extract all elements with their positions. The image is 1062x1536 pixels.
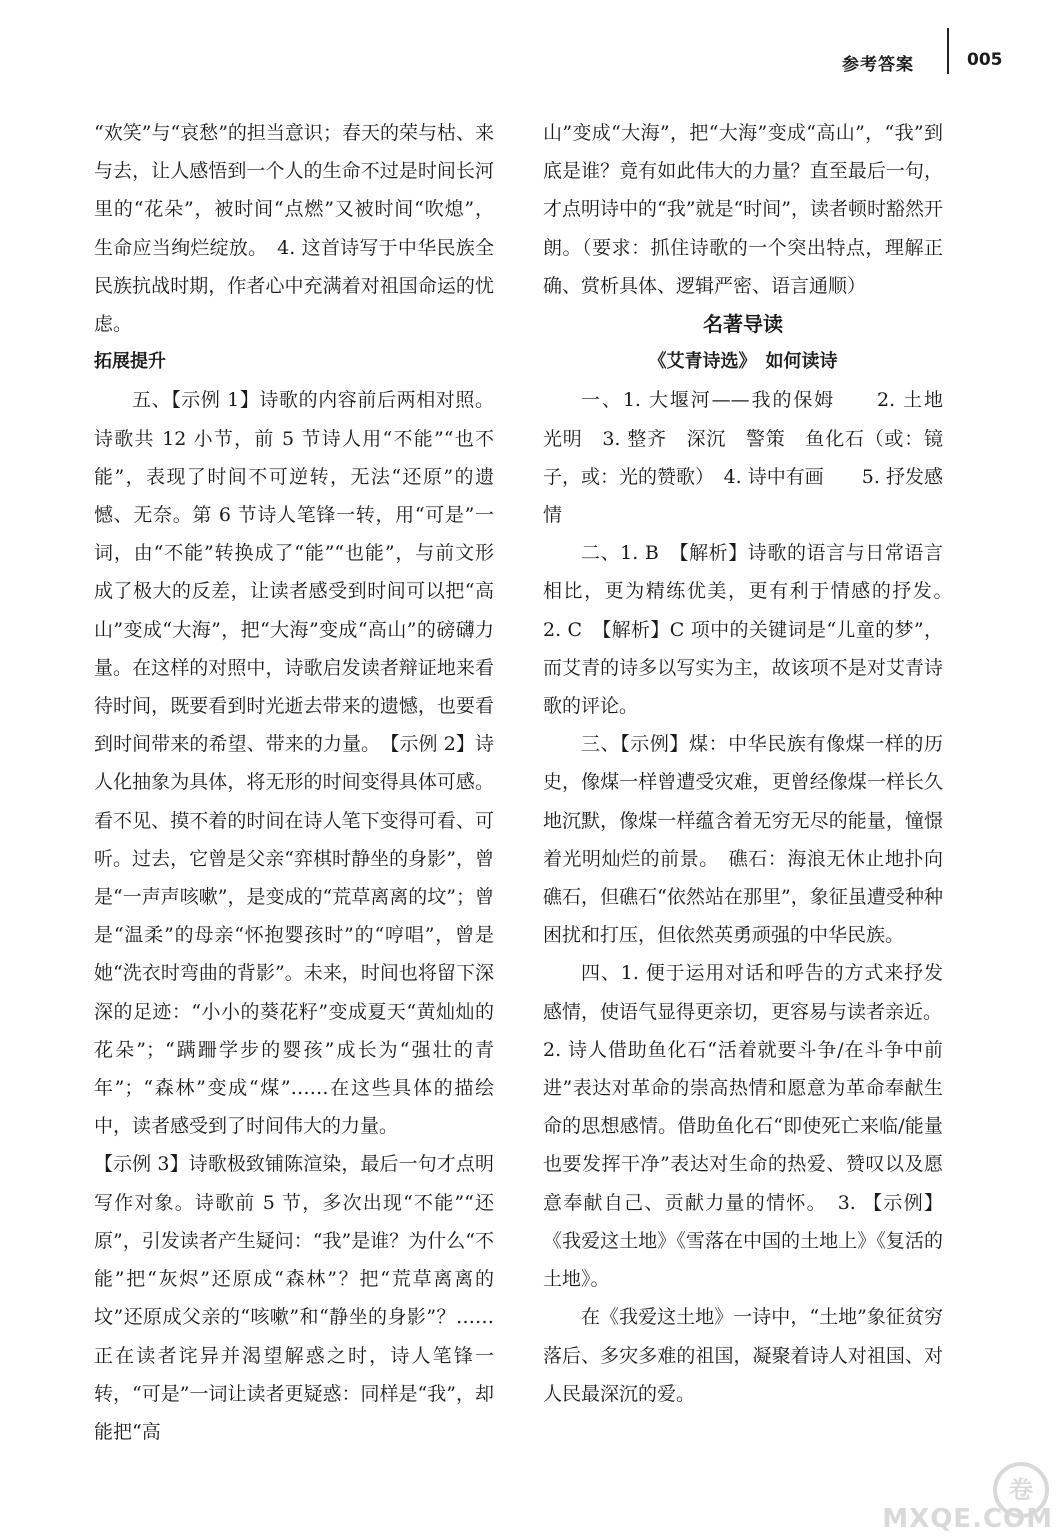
answer-paragraph: 在《我爱这土地》一诗中，“土地”象征贫穷落后、多灾多难的祖国，凝聚着诗人对祖国、对人民最深沉的爱。 [543, 1306, 943, 1405]
right-column [543, 114, 963, 1413]
watermark [882, 1462, 1055, 1534]
answer-paragraph: 三、【示例】煤：中华民族有像煤一样的历史，像煤一样曾遭受灾难，更曾经像煤一样长久地沉默，像煤一样蕴含着无穷无尽的能量，憧憬着光明灿烂的前景。 礁石：海浪无休止地扑向礁石，但礁石“依然站在那里”，象征虽遭受种种困扰和打压，但依然英勇顽强的中华民族。 [543, 733, 943, 947]
header-divider [947, 28, 949, 74]
answer-paragraph: “欢笑”与“哀愁”的担当意识；春天的荣与枯、来与去，让人感悟到一个人的生命不过是时间长河里的“花朵”，被时间“点燃”又被时间“吹熄”，生命应当绚烂绽放。 4. 这首诗写于中华民族全民族抗战时期，作者心中充满着对祖国命运的忧虑。 [94, 122, 494, 336]
answer-paragraph: 四、1. 便于运用对话和呼告的方式来抒发感情，使语气显得更亲切，更容易与读者亲近。 [543, 962, 943, 1023]
section-heading: 拓展提升 [94, 351, 166, 373]
section-title: 参考答案 [842, 55, 914, 75]
reading-section-title: 名著导读 [703, 312, 783, 337]
left-column [94, 114, 494, 1451]
answer-paragraph: 五、【示例 1】诗歌的内容前后两相对照。诗歌共 12 小节，前 5 节诗人用“不能”“也不能”，表现了时间不可逆转，无法“还原”的遗憾、无奈。第 6 节诗人笔锋一转，用“可是”一词，由“不能”转换成了“能”“也能”，与前文形成了极大的反差，让读者感受到时间可以把“高山”变成“大海”，把“大海”变成“高山”的磅礴力量。在这样的对照中，诗歌启发读者辩证地来看待时间，既要看到时光逝去带来的遗憾，也要看到时间带来的希望、带来的力量。 【示例 2】诗人化抽象为具体，将无形的时间变得具体可感。看不见、摸不着的时间在诗人笔下变得可看、可听。过去，它曾是父亲“弈棋时静坐的身影”，曾是“一声声咳嗽”，是变成的“荒草离离的坟”；曾是“温柔”的母亲“怀抱婴孩时”的“哼唱”，曾是她“洗衣时弯曲的背影”。未来，时间也将留下深深的足迹：“小小的葵花籽”变成夏天“黄灿灿的花朵”；“蹒跚学步的婴孩”成长为“强壮的青年”；“森林”变成“煤”……在这些具体的描绘中，读者感受到了时间伟大的力量。 [94, 389, 494, 1138]
answer-paragraph: 一、1. 大堰河——我的保姆 2. 土地 光明 3. 整齐 深沉 警策 鱼化石（或：镜子，或：光的赞歌） 4. 诗中有画 5. 抒发感情 [543, 389, 963, 527]
watermark-site: MXQE.COM [882, 1504, 1053, 1534]
page-number: 005 [967, 50, 1003, 70]
reading-section-subtitle: 《艾青诗选》 如何读诗 [648, 351, 838, 373]
answer-paragraph: 二、1. B 【解析】诗歌的语言与日常语言相比，更为精练优美，更有利于情感的抒发。 2. C 【解析】C 项中的关键词是“儿童的梦”，而艾青的诗多以写实为主，故该项不是对艾青诗歌的评论。 [543, 542, 963, 718]
answer-paragraph: 山”变成“大海”，把“大海”变成“高山”，“我”到底是谁？竟有如此伟大的力量？直至最后一句，才点明诗中的“我”就是“时间”，读者顿时豁然开朗。（要求：抓住诗歌的一个突出特点，理解正确、赏析具体、逻辑严密、语言通顺） [543, 122, 943, 297]
answer-paragraph: 2. 诗人借助鱼化石“活着就要斗争/在斗争中前进”表达对革命的崇高热情和愿意为革命奉献生命的思想感情。借助鱼化石“即使死亡来临/能量也要发挥干净”表达对生命的热爱、赞叹以及愿意奉献自己、贡献力量的情怀。 3. 【示例】《我爱这土地》《雪落在中国的土地上》《复活的土地》。 [543, 1038, 943, 1291]
watermark-logo: 卷 [993, 1462, 1049, 1518]
answer-paragraph: 【示例 3】诗歌极致铺陈渲染，最后一句才点明写作对象。诗歌前 5 节，多次出现“不能”“还原”，引发读者产生疑问：“我”是谁？为什么“不能”把“灰烬”还原成“森林”？把“荒草离离的坟”还原成父亲的“咳嗽”和“静坐的身影”？……正在读者诧异并渴望解惑之时，诗人笔锋一转，“可是”一词让读者更疑惑：同样是“我”，却能把“高 [94, 1153, 494, 1443]
